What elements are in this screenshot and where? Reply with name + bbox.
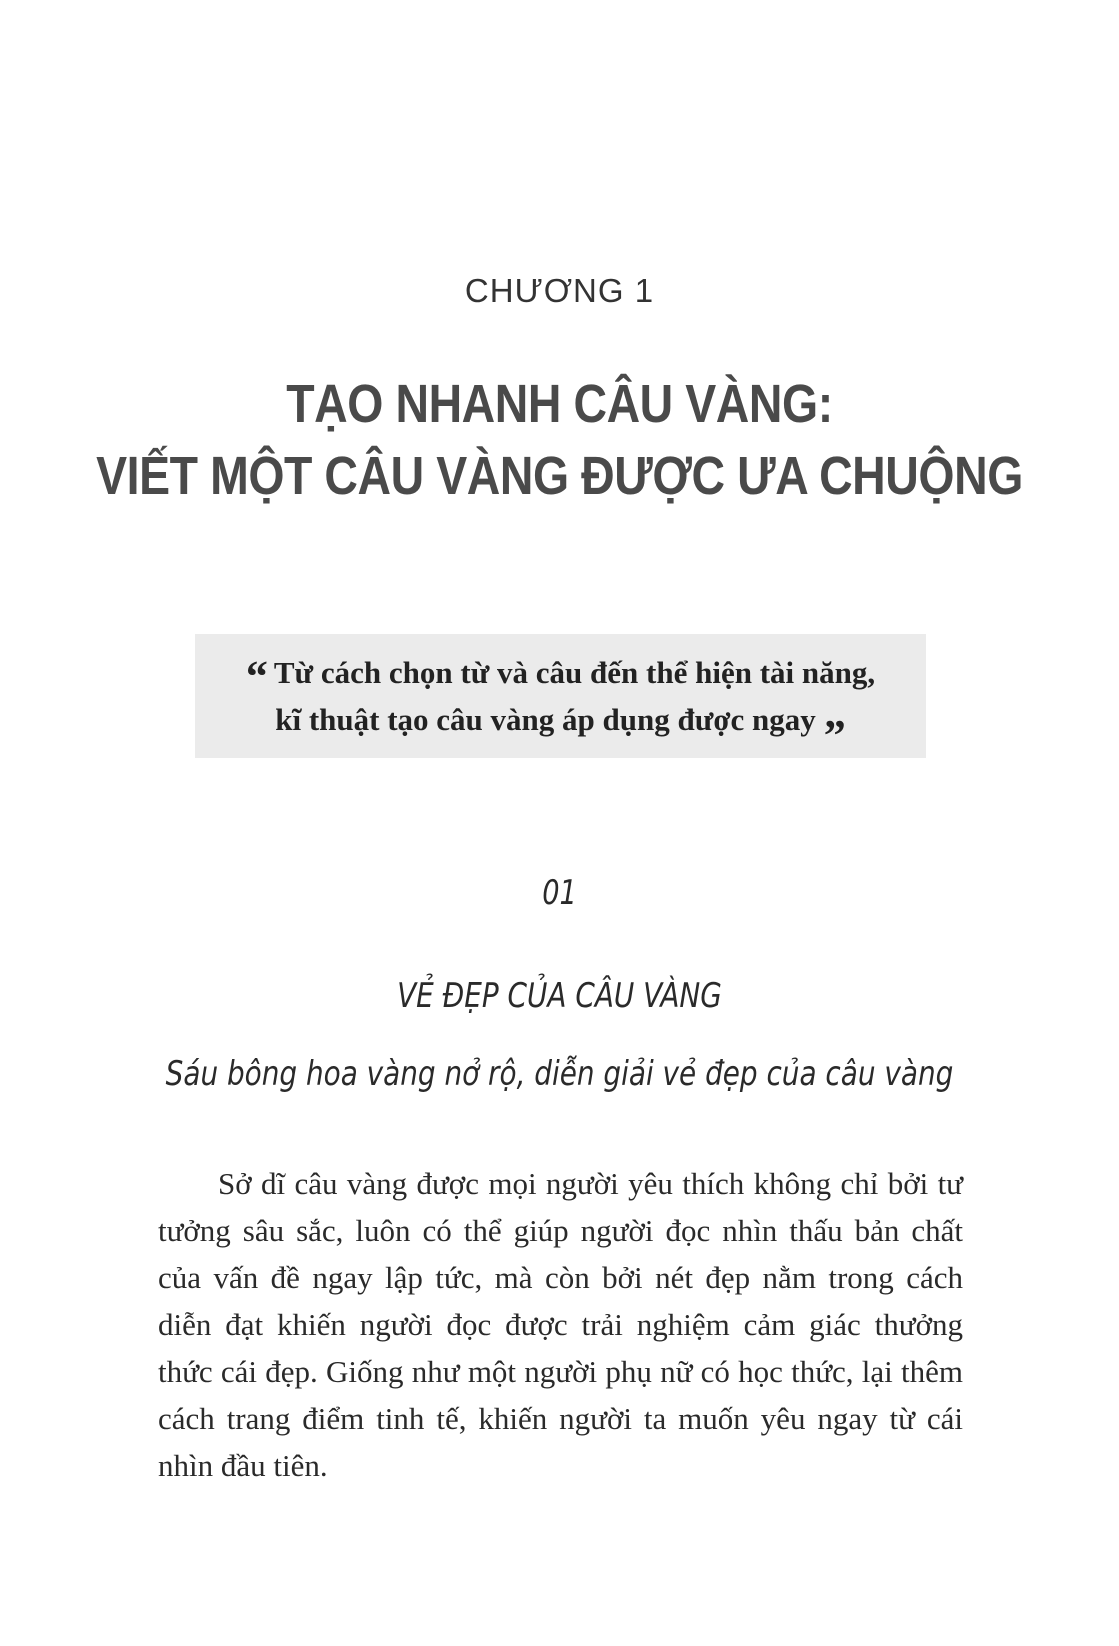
section-subtitle: Sáu bông hoa vàng nở rộ, diễn giải vẻ đẹp của câu vàng xyxy=(165,1054,954,1094)
close-quote-icon: ” xyxy=(823,711,846,760)
chapter-label: CHƯƠNG 1 xyxy=(464,272,655,309)
chapter-title xyxy=(78,368,1040,512)
open-quote-icon: “ xyxy=(245,652,268,701)
quote-text-line-2: kĩ thuật tạo câu vàng áp dụng được ngay xyxy=(275,702,816,737)
quote-text-line-1: Từ cách chọn từ và câu đến thể hiện tài năng, xyxy=(273,655,876,690)
chapter-title-line-1: TẠO NHANH CÂU VÀNG: xyxy=(286,374,833,434)
section-number: 01 xyxy=(542,873,577,913)
quote-line-2 xyxy=(195,696,926,760)
body-paragraph: Sở dĩ câu vàng được mọi người yêu thích không chỉ bởi tư tưởng sâu sắc, luôn có thể giúp người đọc nhìn thấu bản chất của vấn đề ngay lập tức, mà còn bởi nét đẹp nằm trong cách diễn đạt khiến người đọc được trải nghiệm cảm giác thưởng thức cái đẹp. Giống như một người phụ nữ có học thức, lại thêm cách trang điểm tinh tế, khiến người ta muốn yêu ngay từ cái nhìn đầu tiên. xyxy=(158,1166,963,1483)
epigraph-quote-box xyxy=(195,634,926,758)
quote-line-1 xyxy=(195,649,926,701)
chapter-title-line-2: VIẾT MỘT CÂU VÀNG ĐƯỢC ƯA CHUỘNG xyxy=(96,446,1023,506)
section-title: VẺ ĐẸP CỦA CÂU VÀNG xyxy=(397,976,722,1016)
